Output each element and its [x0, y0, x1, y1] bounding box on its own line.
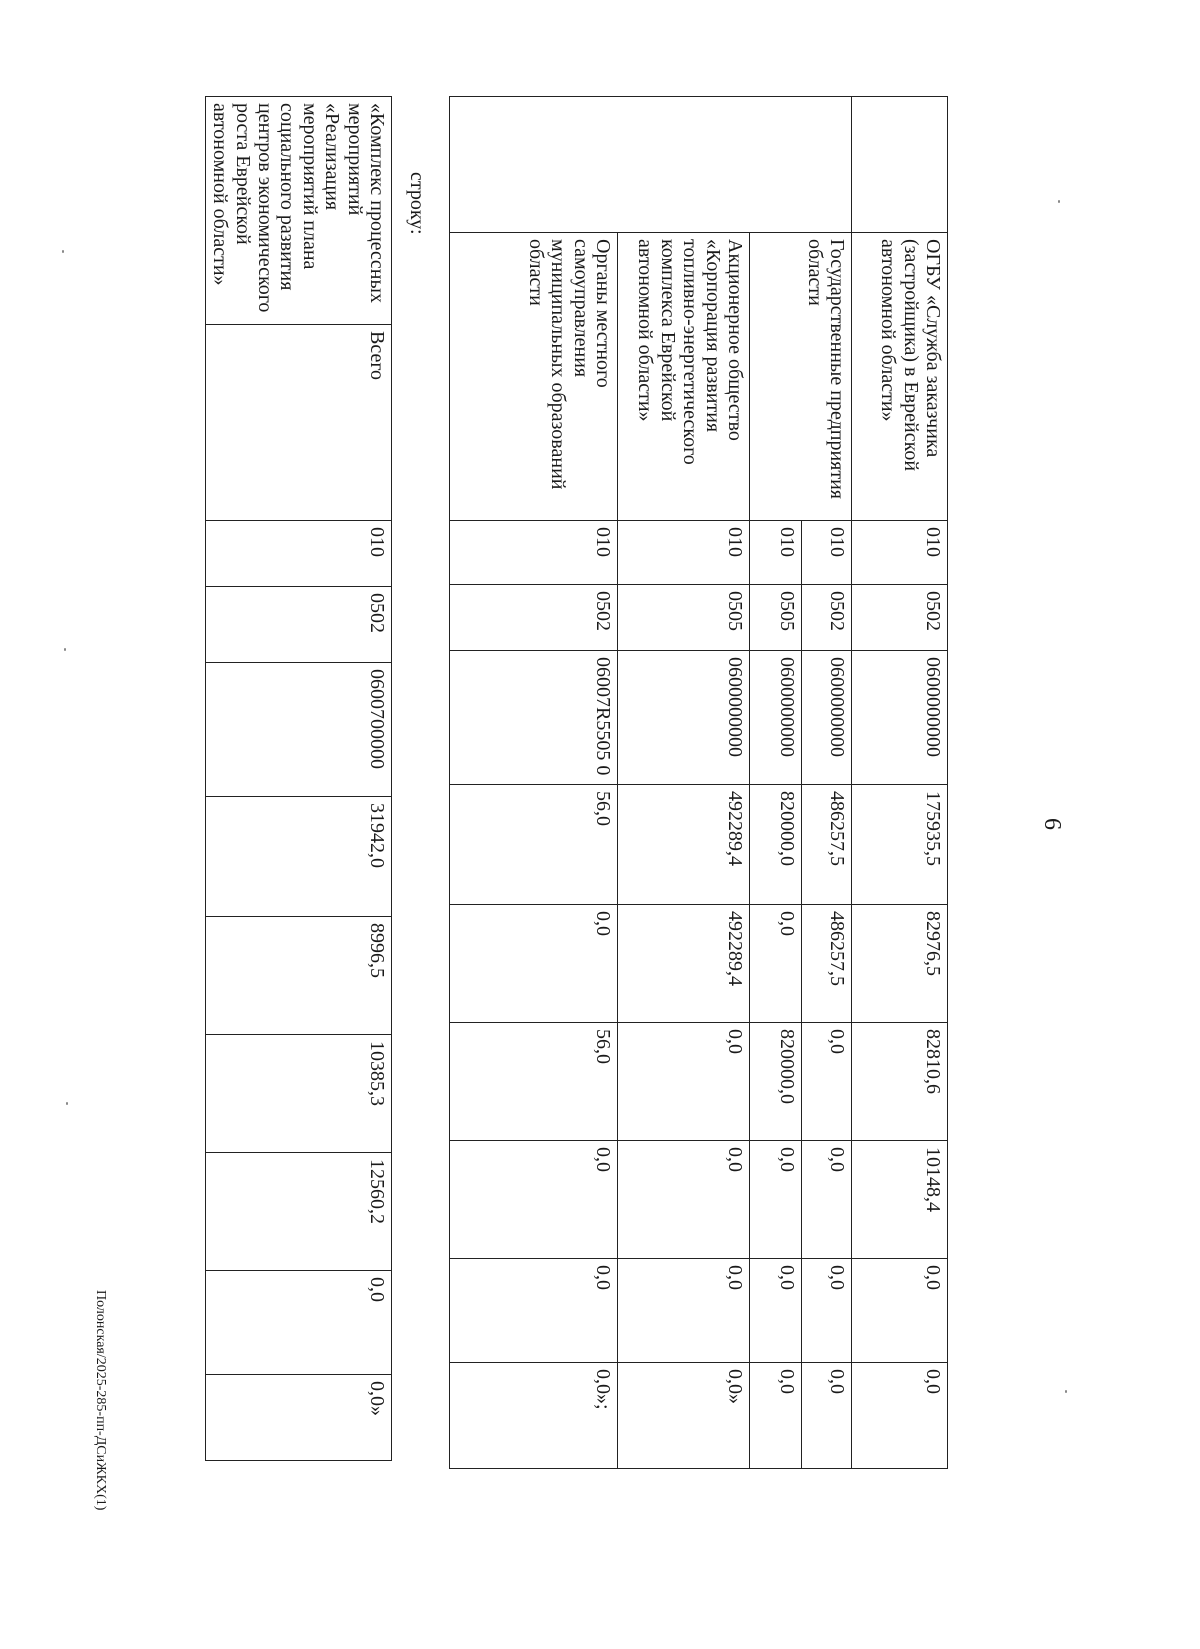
value-cell: 0,0 — [802, 1363, 852, 1469]
category-cell: Всего — [205, 325, 391, 521]
value-cell: 31942,0 — [205, 797, 391, 917]
value-cell: 0,0»; — [450, 1363, 618, 1469]
page-number: 6 — [1039, 818, 1065, 830]
value-cell: 0,0 — [802, 1141, 852, 1259]
value-cell: 0,0 — [750, 1141, 802, 1259]
code-cell: 06007R5505 0 — [450, 651, 618, 785]
scan-artifact — [1058, 200, 1060, 203]
value-cell: 820000,0 — [750, 1023, 802, 1141]
value-cell: 0,0» — [205, 1375, 391, 1461]
value-cell: 0,0 — [618, 1141, 750, 1259]
scan-artifact — [1065, 1390, 1067, 1393]
value-cell: 56,0 — [450, 1023, 618, 1141]
org-cell: Государственные предприятия области — [750, 233, 852, 521]
code-cell: 0600000000 — [750, 651, 802, 785]
value-cell: 0,0 — [450, 1141, 618, 1259]
value-cell: 0,0 — [750, 1259, 802, 1363]
code-cell: 0505 — [618, 585, 750, 651]
value-cell: 56,0 — [450, 785, 618, 905]
value-cell: 0,0 — [618, 1023, 750, 1141]
value-cell: 0,0 — [618, 1259, 750, 1363]
value-cell: 175935,5 — [852, 785, 948, 905]
code-cell: 010 — [205, 521, 391, 587]
code-cell: 010 — [750, 521, 802, 585]
code-cell: 0600000000 — [802, 651, 852, 785]
document-code: Полонская/2025-285-пп-ДСиЖКХ(1) — [93, 1290, 108, 1511]
value-cell: 0,0 — [750, 905, 802, 1023]
value-cell: 0,0 — [450, 1259, 618, 1363]
value-cell: 0,0 — [802, 1023, 852, 1141]
value-cell: 0,0 — [205, 1271, 391, 1375]
value-cell: 0,0» — [618, 1363, 750, 1469]
upper-table-wrapper — [450, 96, 948, 1468]
scan-artifact — [64, 648, 66, 651]
lower-table — [205, 96, 392, 1461]
value-cell: 8996,5 — [205, 917, 391, 1035]
code-cell: 0502 — [852, 585, 948, 651]
value-cell: 820000,0 — [750, 785, 802, 905]
stroke-label: строку: — [406, 172, 428, 235]
value-cell: 486257,5 — [802, 785, 852, 905]
org-cell: ОГБУ «Служба заказчика (застройщика) в Еврейской автономной области» — [852, 233, 948, 521]
value-cell: 0,0 — [750, 1363, 802, 1469]
value-cell: 492289,4 — [618, 905, 750, 1023]
scan-artifact — [62, 250, 64, 253]
value-cell: 492289,4 — [618, 785, 750, 905]
code-cell: 010 — [618, 521, 750, 585]
org-cell: Акционерное общество «Корпорация развития топливно-энергетического комплекса Еврейской автономной области» — [618, 233, 750, 521]
scan-artifact — [66, 1102, 68, 1105]
value-cell: 0,0 — [852, 1363, 948, 1469]
code-cell: 0600000000 — [852, 651, 948, 785]
code-cell: 0600000000 — [618, 651, 750, 785]
value-cell: 0,0 — [852, 1259, 948, 1363]
value-cell: 0,0 — [450, 905, 618, 1023]
header-cell — [852, 97, 948, 233]
code-cell: 0502 — [205, 587, 391, 663]
code-cell: 010 — [802, 521, 852, 585]
code-cell: 0502 — [802, 585, 852, 651]
header-cell — [450, 97, 852, 233]
upper-table — [449, 96, 948, 1469]
value-cell: 10148,4 — [852, 1141, 948, 1259]
program-name-cell: «Комплекс процессных мероприятий «Реализация мероприятий плана социального развития центров экономического роста Еврейской автономной области» — [205, 97, 391, 325]
value-cell: 10385,3 — [205, 1035, 391, 1153]
code-cell: 010 — [450, 521, 618, 585]
org-cell: Органы местного самоуправления муниципальных образований области — [450, 233, 618, 521]
value-cell: 12560,2 — [205, 1153, 391, 1271]
lower-table-wrapper — [184, 96, 392, 1460]
code-cell: 0502 — [450, 585, 618, 651]
code-cell: 0505 — [750, 585, 802, 651]
code-cell: 0600700000 — [205, 663, 391, 797]
value-cell: 0,0 — [802, 1259, 852, 1363]
value-cell: 486257,5 — [802, 905, 852, 1023]
value-cell: 82976,5 — [852, 905, 948, 1023]
value-cell: 82810,6 — [852, 1023, 948, 1141]
code-cell: 010 — [852, 521, 948, 585]
